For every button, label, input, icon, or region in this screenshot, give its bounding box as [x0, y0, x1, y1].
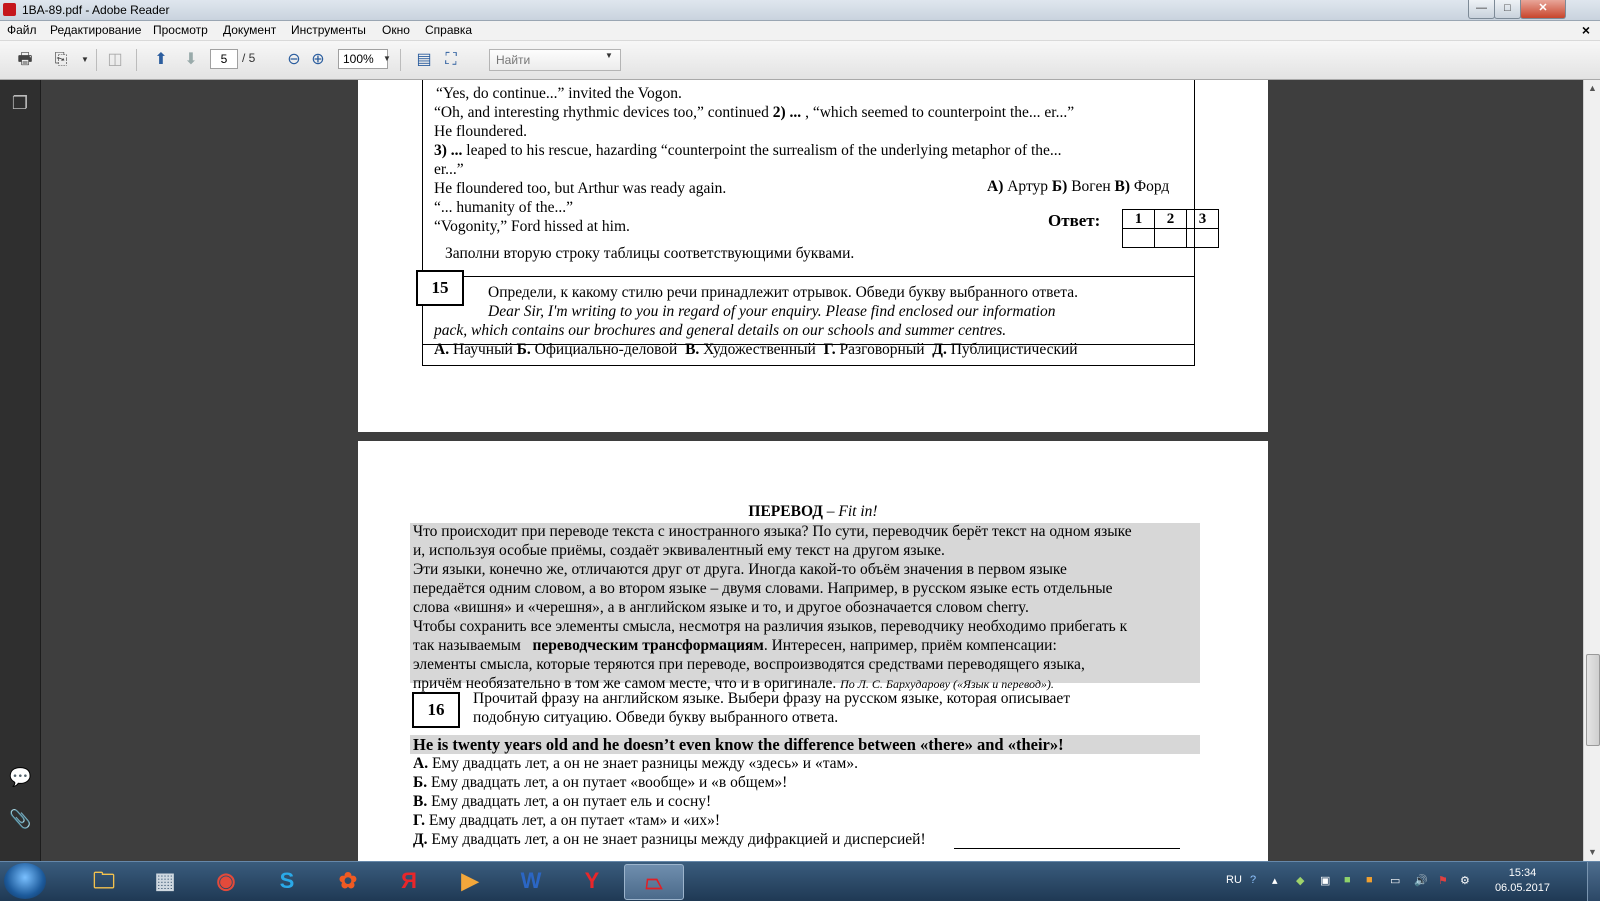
menu-document[interactable]: Документ [223, 23, 277, 37]
skype-icon[interactable]: S [279, 868, 295, 893]
vertical-scrollbar[interactable] [1583, 80, 1600, 861]
yandex-icon[interactable]: Y [584, 868, 600, 893]
english-phrase: He is twenty years old and he doesn’t even know the difference between «there» and «their»! [413, 735, 1064, 754]
menu-view[interactable]: Просмотр [153, 23, 208, 37]
theory-line: передаётся одним словом, а во втором языке – двумя словами. Например, в русском языке есть отдельные [413, 580, 1113, 597]
task-number: 16 [412, 692, 460, 728]
find-dropdown-icon[interactable]: ▼ [605, 51, 613, 60]
navigation-pane [0, 80, 41, 861]
action-center-icon[interactable]: ⚑ [1438, 875, 1448, 887]
start-button[interactable] [4, 863, 46, 899]
task-number: 15 [416, 270, 464, 306]
title-bar [0, 0, 1600, 21]
instruction-text: Заполни вторую строку таблицы соответствующими буквами. [445, 245, 855, 262]
answer-header-cell: 1 [1123, 210, 1155, 229]
pdf-page-4 [358, 80, 1268, 432]
toolbar-separator [96, 49, 97, 71]
scrollbar-thumb[interactable] [1586, 654, 1600, 746]
theory-line: Чтобы сохранить все элементы смысла, несмотря на различия языков, переводчику необходимо прибегать к [413, 618, 1128, 635]
page-number-input[interactable]: 5 [210, 49, 238, 69]
theory-line: Что происходит при переводе текста с иностранного языка? По сути, переводчик берёт текст на одном языке [413, 523, 1132, 540]
print-icon[interactable]: 🖶 [17, 51, 33, 68]
answer-option: Г. Ему двадцать лет, а он путает «там» и «их»! [413, 812, 720, 829]
maximize-button[interactable]: □ [1494, 0, 1521, 19]
previous-page-icon[interactable]: ⬆ [154, 51, 168, 68]
fit-page-icon[interactable]: ▤ [416, 51, 432, 68]
tray-app-icon[interactable]: ■ [1344, 874, 1351, 886]
pages-panel-icon[interactable]: ❐ [11, 93, 29, 113]
yandex-browser-icon[interactable]: Я [401, 868, 417, 893]
zoom-dropdown-icon[interactable]: ▼ [383, 54, 391, 63]
toolbar [0, 41, 1600, 80]
scroll-up-icon[interactable]: ▲ [1588, 83, 1597, 93]
menu-window[interactable]: Окно [382, 23, 410, 37]
explorer-icon[interactable]: 🗀 [92, 868, 115, 893]
calculator-icon[interactable]: ▦ [154, 868, 176, 893]
theory-line: элементы смысла, которые теряются при переводе, воспроизводятся средствами переводящего языка, [413, 656, 1085, 673]
language-indicator[interactable]: RU [1226, 874, 1242, 886]
tray-expand-icon[interactable]: ▴ [1272, 875, 1278, 887]
theory-line: и, используя особые приёмы, создаёт эквивалентный ему текст на другом языке. [413, 542, 945, 559]
adobe-reader-icon [3, 3, 16, 16]
section-heading: ПЕРЕВОД – Fit in! [748, 503, 878, 520]
answer-header-cell: 3 [1187, 210, 1219, 229]
task15-question: Определи, к какому стилю речи принадлежит отрывок. Обведи букву выбранного ответа. [488, 284, 1078, 301]
adobe-reader-taskbar-icon[interactable]: ⏢ [624, 864, 684, 900]
tray-app-icon[interactable]: ⚙ [1460, 875, 1470, 887]
page-total: / 5 [242, 51, 256, 65]
full-screen-icon[interactable]: ⛶ [445, 51, 457, 68]
word-icon[interactable]: W [520, 868, 542, 893]
text-line: “Yes, do continue...” invited the Vogon. [436, 85, 682, 102]
menu-edit[interactable]: Редактирование [50, 23, 142, 37]
theory-line: слова «вишня» и «черешня», а в английском языке и то, и другое обозначается словом cherry. [413, 599, 1029, 616]
minimize-button[interactable]: — [1468, 0, 1495, 19]
text-line: 3) ... leaped to his rescue, hazarding “counterpoint the surrealism of the underlying metaphor of the... [434, 142, 1062, 159]
windows-taskbar [0, 861, 1600, 901]
comments-panel-icon[interactable]: 💬 [9, 767, 32, 787]
clock-time: 15:34 [1508, 867, 1537, 879]
answer-box-edge [954, 848, 1180, 849]
media-player-icon[interactable]: ▶ [461, 868, 479, 893]
find-input[interactable]: Найти [489, 49, 621, 71]
task15-options: А. Научный Б. Официально-деловой В. Художественный Г. Разговорный Д. Публицистический [434, 341, 1078, 358]
answer-header-cell: 2 [1155, 210, 1187, 229]
answer-option: В. Ему двадцать лет, а он путает ель и сосну! [413, 793, 712, 810]
share-dropdown-icon[interactable]: ▼ [81, 55, 89, 64]
clock[interactable] [1495, 866, 1550, 896]
share-icon[interactable]: ⎘ [54, 51, 68, 68]
clock-date: 06.05.2017 [1494, 882, 1550, 894]
network-icon[interactable]: ▣ [1320, 875, 1331, 887]
answer-option: Б. Ему двадцать лет, а он путает «вообще» и «в общем»! [413, 774, 788, 791]
toolbar-separator [136, 49, 137, 71]
scroll-down-icon[interactable]: ▼ [1588, 847, 1597, 857]
display-icon[interactable]: ▭ [1390, 875, 1401, 887]
pdf-page-5 [358, 441, 1268, 861]
comment-icon[interactable]: ◫ [107, 51, 123, 68]
document-view[interactable] [41, 80, 1583, 861]
task15-excerpt: pack, which contains our brochures and general details on our schools and summer centres. [434, 322, 1007, 339]
tray-app-icon[interactable]: ◆ [1296, 875, 1305, 887]
answer-option: А. Ему двадцать лет, а он не знает разницы между «здесь» и «там». [413, 755, 858, 772]
help-icon[interactable]: ? [1250, 874, 1257, 886]
attachments-panel-icon[interactable]: 📎 [9, 809, 32, 829]
toolbar-separator [400, 49, 401, 71]
media-center-icon[interactable]: ✿ [338, 868, 358, 893]
answer-cell [1155, 229, 1187, 248]
task16-question: Прочитай фразу на английском языке. Выбери фразу на русском языке, которая описывает [473, 690, 1071, 707]
task16-question: подобную ситуацию. Обведи букву выбранного ответа. [473, 709, 839, 726]
text-line: “... humanity of the...” [434, 199, 574, 216]
answer-cell [1123, 229, 1155, 248]
zoom-input[interactable]: 100% [338, 49, 388, 69]
text-line: He floundered too, but Arthur was ready again. [434, 180, 727, 197]
tray-app-icon[interactable]: ■ [1366, 874, 1373, 886]
text-line: er...” [434, 161, 464, 178]
answer-option: Д. Ему двадцать лет, а он не знает разницы между дифракцией и дисперсией! [413, 831, 926, 848]
text-line: “Vogonity,” Ford hissed at him. [434, 218, 630, 235]
next-page-icon[interactable]: ⬇ [184, 51, 198, 68]
menu-help[interactable]: Справка [425, 23, 473, 37]
answer-cell [1187, 229, 1219, 248]
text-line: “Oh, and interesting rhythmic devices too,” continued 2) ... , “which seemed to counterpoint the... er...” [434, 104, 1075, 121]
answer-table [1122, 209, 1219, 248]
window-title: 1BA-89.pdf - Adobe Reader [22, 3, 170, 17]
theory-line: так называемым переводческим трансформациям. Интересен, например, приём компенсации: [413, 637, 1057, 654]
chrome-icon[interactable]: ◉ [216, 868, 236, 893]
close-button[interactable]: ✕ [1520, 0, 1566, 19]
answer-options: А) Артур Б) Воген В) Форд [987, 178, 1170, 195]
zoom-in-icon[interactable]: ⊕ [311, 51, 325, 68]
menu-bar [0, 21, 1600, 41]
theory-line: Эти языки, конечно же, отличаются друг от друга. Иногда какой-то объём значения в первом языке [413, 561, 1067, 578]
menu-file[interactable]: Файл [7, 23, 37, 37]
show-desktop-button[interactable] [1587, 862, 1600, 901]
volume-icon[interactable]: 🔊 [1414, 875, 1428, 887]
close-document-icon[interactable]: × [1581, 22, 1590, 38]
theory-line: причём необязательно в том же самом месте, что и в оригинале. По Л. С. Бархударову («Язык и перевод»). [413, 675, 1054, 692]
menu-tools[interactable]: Инструменты [291, 23, 366, 37]
answer-label: Ответ: [1048, 211, 1101, 230]
task15-excerpt: Dear Sir, I'm writing to you in regard of your enquiry. Please find enclosed our information [488, 303, 1056, 320]
zoom-out-icon[interactable]: ⊖ [287, 51, 301, 68]
text-line: He floundered. [434, 123, 527, 140]
